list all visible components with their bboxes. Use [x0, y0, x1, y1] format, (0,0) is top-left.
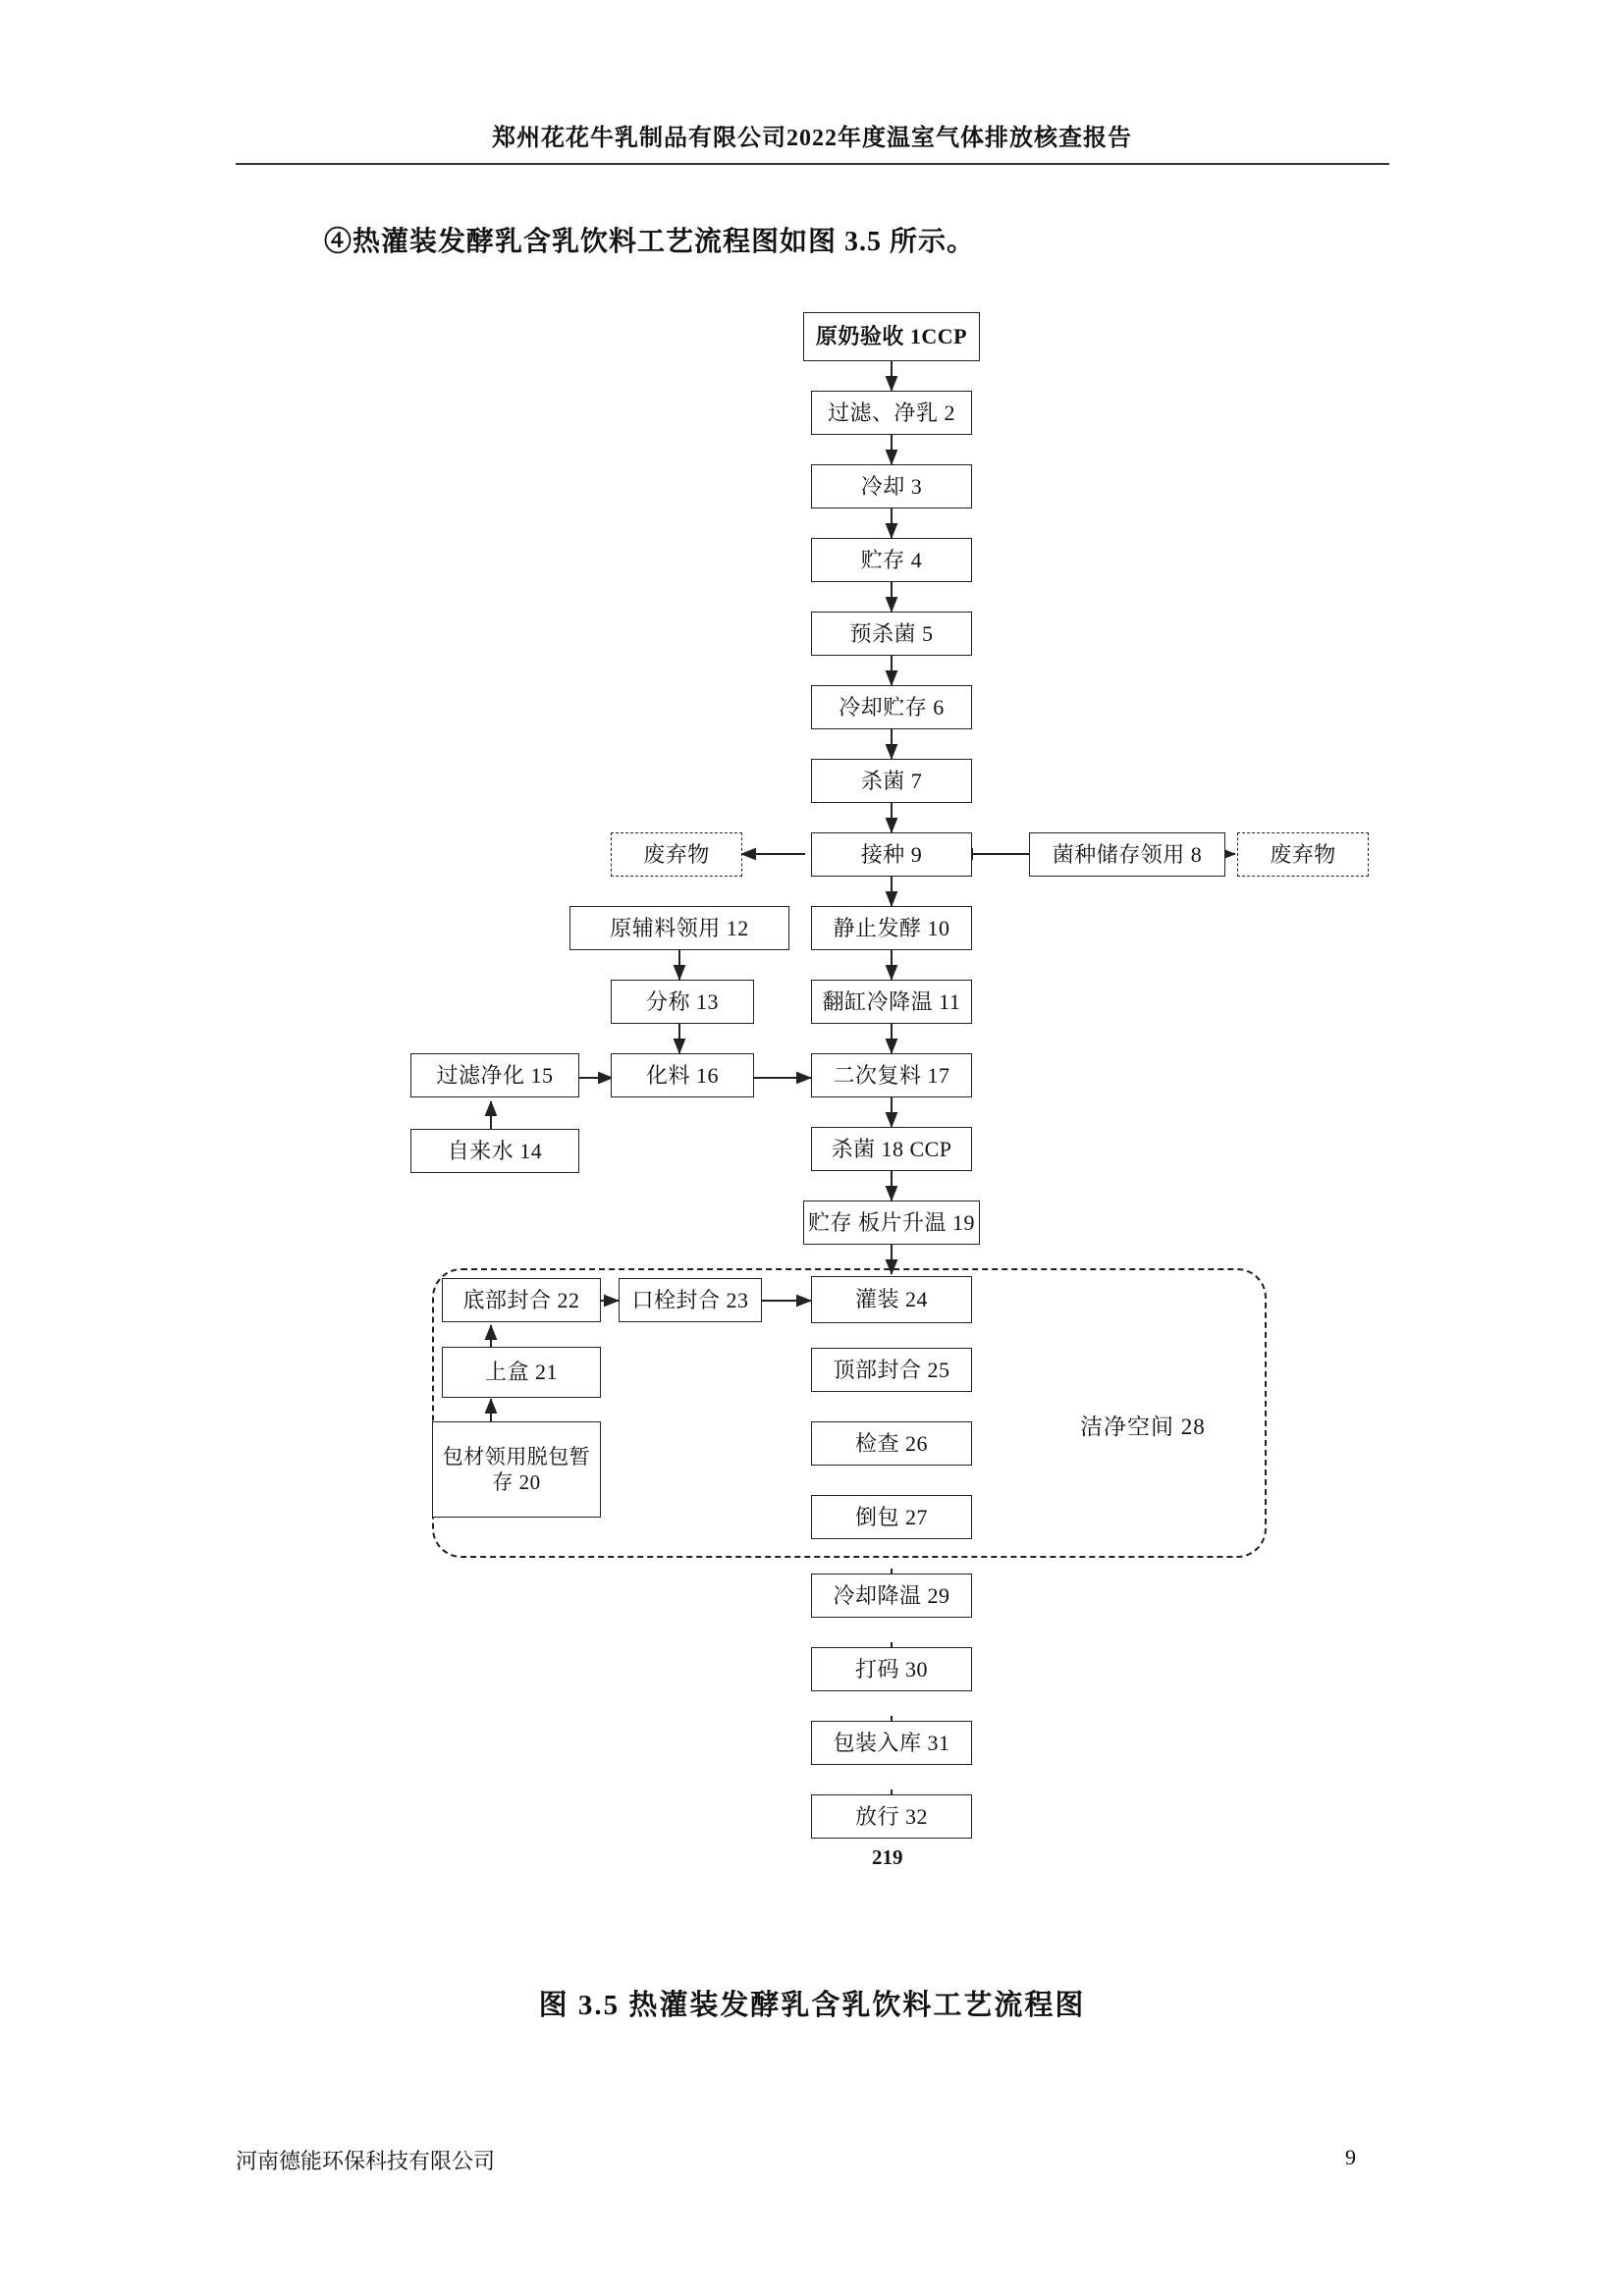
footer-page-number: 9 — [1345, 2145, 1356, 2169]
node-packaging-requisition-20: 包材领用脱包暂存 20 — [432, 1421, 601, 1518]
node-material-requisition-12: 原辅料领用 12 — [569, 906, 789, 950]
node-spout-sealing-23: 口栓封合 23 — [619, 1278, 762, 1322]
node-tank-transfer-cooling-11: 翻缸冷降温 11 — [811, 980, 972, 1024]
node-top-sealing-25: 顶部封合 25 — [811, 1348, 972, 1392]
node-waste-left: 废弃物 — [611, 832, 742, 877]
node-release-32: 放行 32 — [811, 1794, 972, 1839]
footer-company: 河南德能环保科技有限公司 — [236, 2149, 496, 2173]
node-sterilization-18-ccp: 杀菌 18 CCP — [811, 1127, 972, 1171]
node-static-fermentation-10: 静止发酵 10 — [811, 906, 972, 950]
node-culture-storage-8: 菌种储存领用 8 — [1029, 832, 1225, 877]
node-filter-purify-15: 过滤净化 15 — [410, 1053, 579, 1097]
node-coding-30: 打码 30 — [811, 1647, 972, 1691]
node-sterilization-7: 杀菌 7 — [811, 759, 972, 803]
node-packing-warehouse-31: 包装入库 31 — [811, 1721, 972, 1765]
node-tap-water-14: 自来水 14 — [410, 1129, 579, 1173]
node-inoculation-9: 接种 9 — [811, 832, 972, 877]
node-second-blending-17: 二次复料 17 — [811, 1053, 972, 1097]
node-pre-sterilization-5: 预杀菌 5 — [811, 612, 972, 656]
node-storage-plate-heating-19: 贮存 板片升温 19 — [803, 1201, 980, 1245]
node-box-loading-21: 上盒 21 — [442, 1347, 601, 1398]
node-waste-right: 废弃物 — [1237, 832, 1369, 877]
node-inspection-26: 检查 26 — [811, 1421, 972, 1466]
node-filling-24: 灌装 24 — [811, 1276, 972, 1323]
node-cool-storage-6: 冷却贮存 6 — [811, 685, 972, 729]
cleanroom-region-label: 洁净空间 28 — [1080, 1415, 1206, 1439]
inner-page-number: 219 — [872, 1845, 903, 1869]
node-raw-milk-acceptance: 原奶验收 1CCP — [803, 312, 980, 361]
node-cooling-3: 冷却 3 — [811, 464, 972, 508]
node-bottom-sealing-22: 底部封合 22 — [442, 1278, 601, 1322]
figure-caption: 图 3.5 热灌装发酵乳含乳饮料工艺流程图 — [538, 1990, 1086, 2021]
node-weighing-13: 分称 13 — [611, 980, 754, 1024]
node-cooling-29: 冷却降温 29 — [811, 1574, 972, 1618]
intro-paragraph: ④热灌装发酵乳含乳饮料工艺流程图如图 3.5 所示。 — [324, 227, 976, 257]
node-dissolving-16: 化料 16 — [611, 1053, 754, 1097]
page-header: 郑州花花牛乳制品有限公司2022年度温室气体排放核查报告 — [492, 126, 1132, 151]
node-storage-4: 贮存 4 — [811, 538, 972, 582]
node-filter-clarify: 过滤、净乳 2 — [811, 391, 972, 435]
node-repack-27: 倒包 27 — [811, 1495, 972, 1539]
